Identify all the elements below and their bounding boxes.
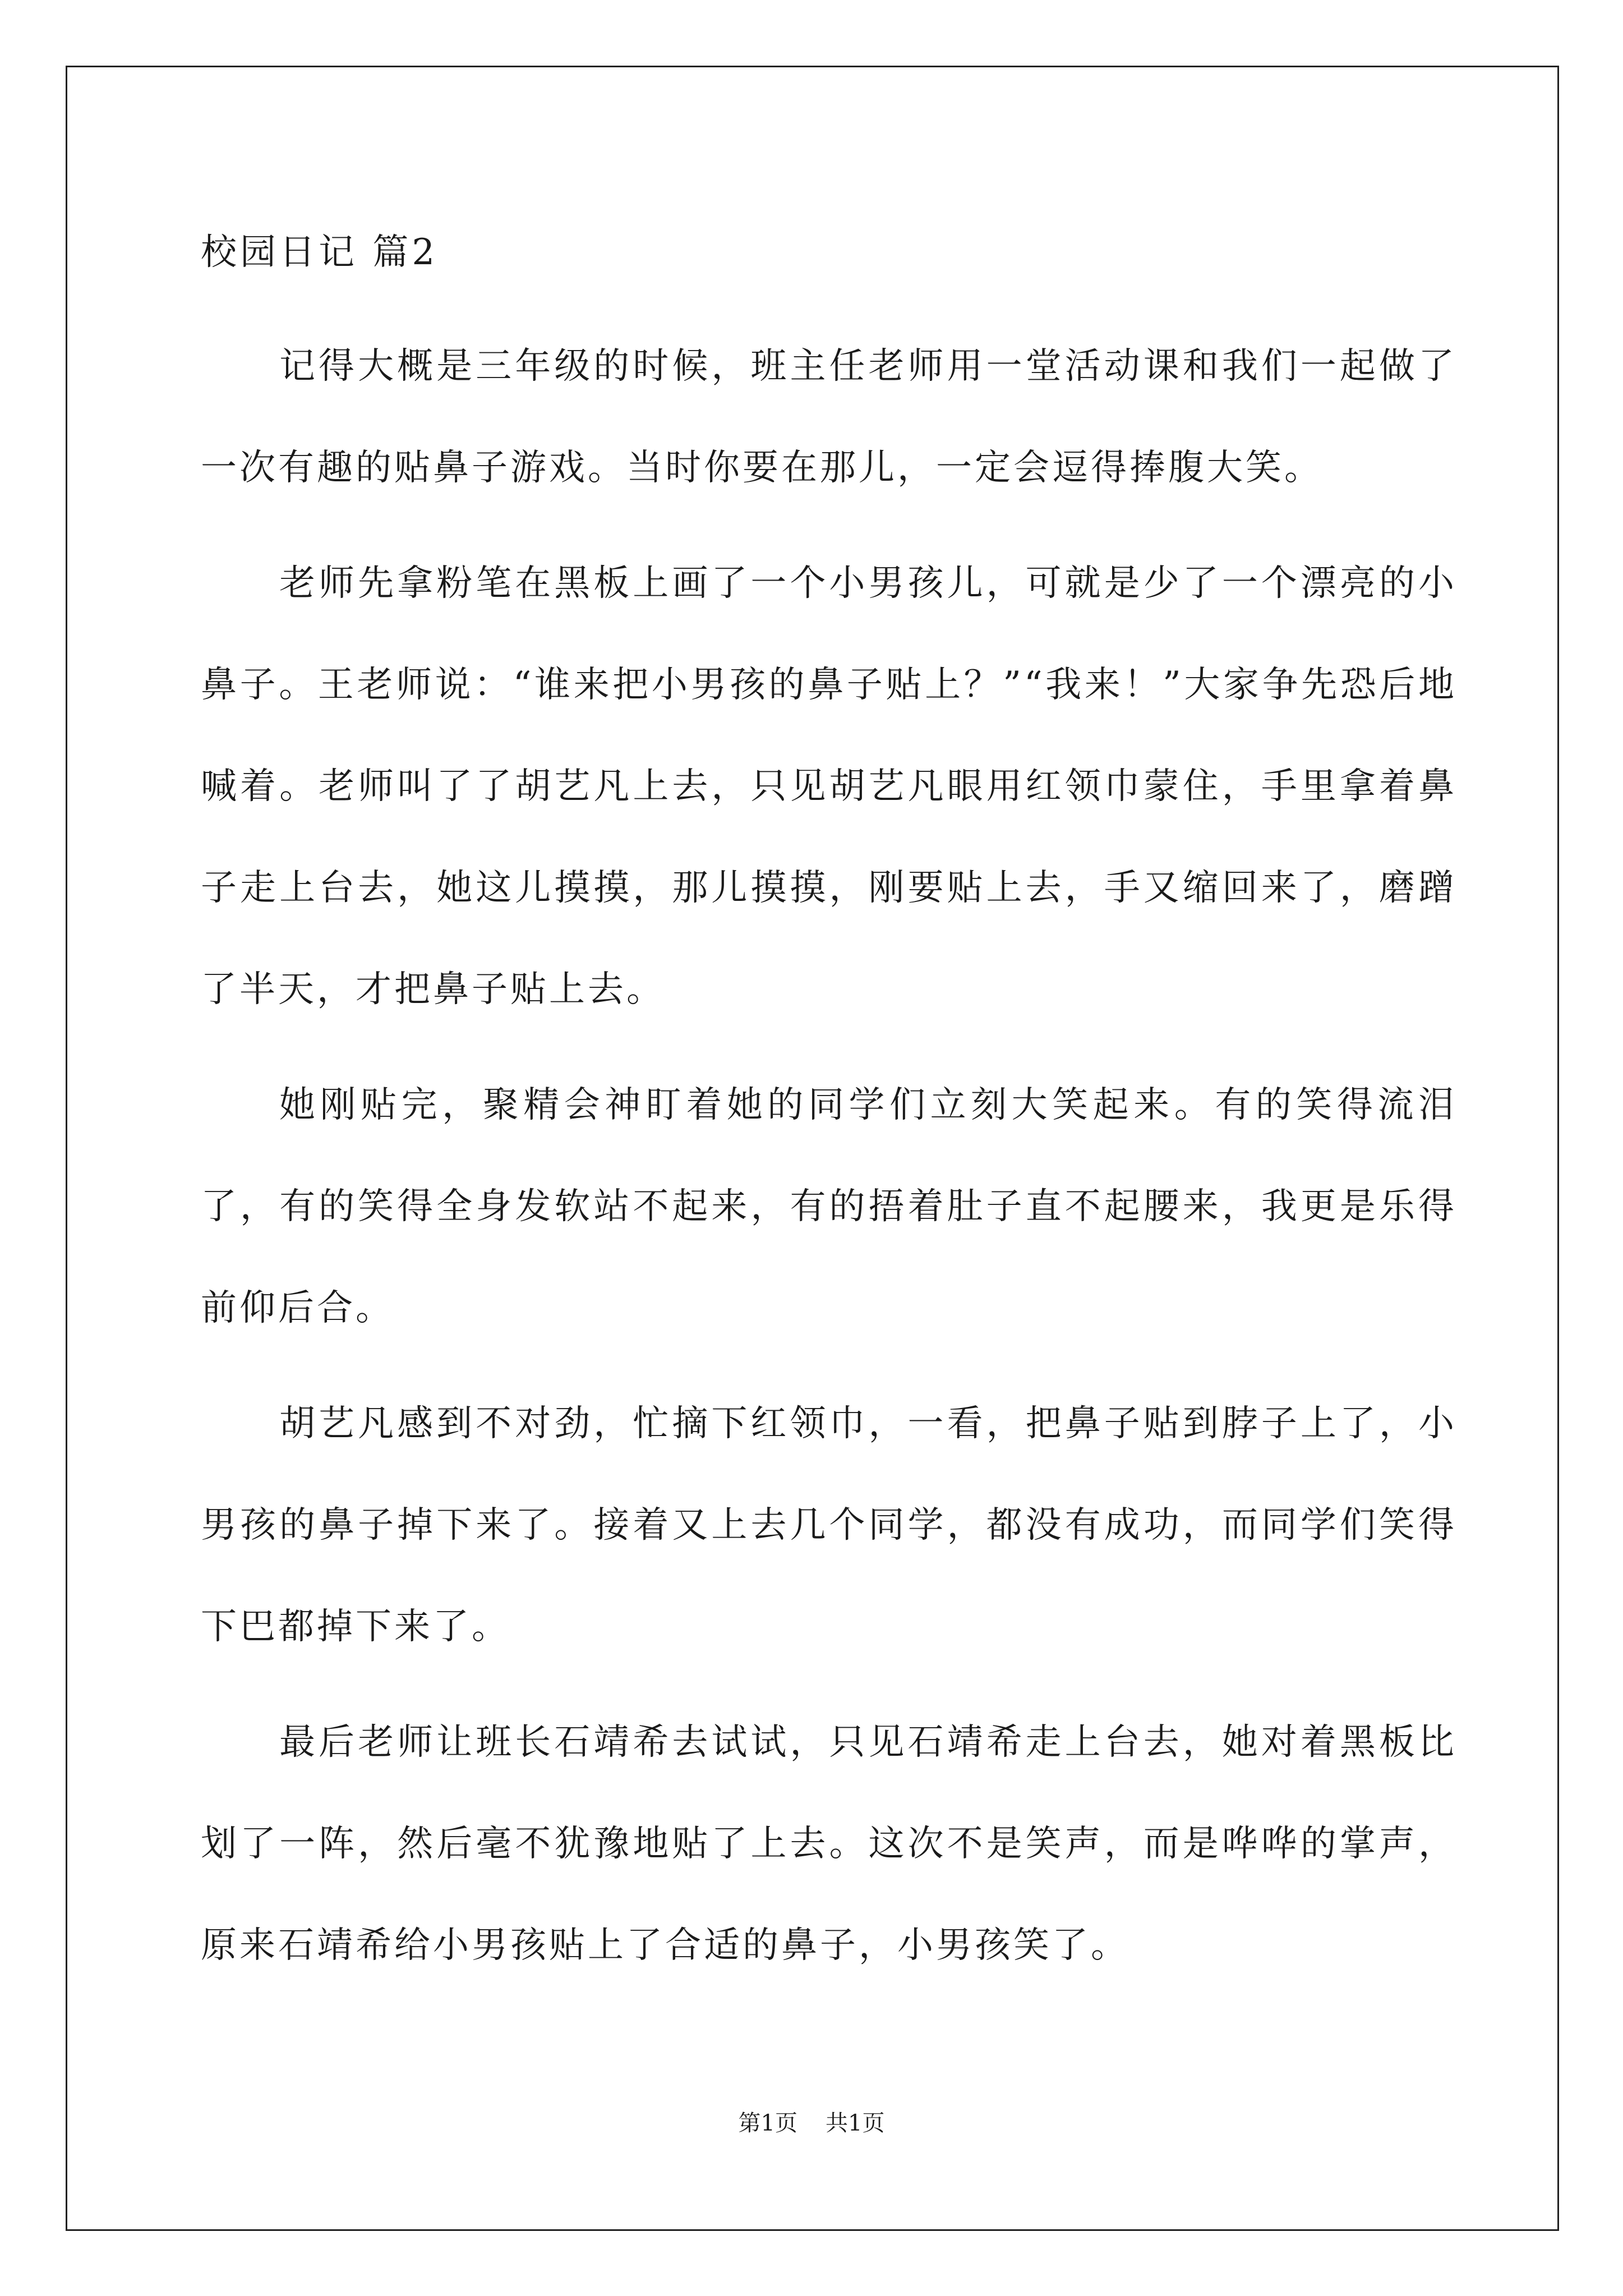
- page-footer: [0, 2106, 1623, 2140]
- page-total: 共1页: [826, 2110, 885, 2136]
- paragraph: 胡艺凡感到不对劲，忙摘下红领巾，一看，把鼻子贴到脖子上了，小男孩的鼻子掉下来了。接着又上去几个同学，都没有成功，而同学们笑得下巴都掉下来了。: [201, 1403, 1457, 1648]
- paragraph: 记得大概是三年级的时候，班主任老师用一堂活动课和我们一起做了一次有趣的贴鼻子游戏。当时你要在那儿，一定会逗得捧腹大笑。: [201, 346, 1457, 489]
- page-number: 第1页: [738, 2110, 797, 2136]
- document-title: 校园日记 篇2: [201, 232, 439, 273]
- paragraph: 最后老师让班长石靖希去试试，只见石靖希走上台去，她对着黑板比划了一阵，然后毫不犹豫地贴了上去。这次不是笑声，而是哗哗的掌声，原来石靖希给小男孩贴上了合适的鼻子，小男孩笑了。: [201, 1722, 1457, 1966]
- paragraph: 她刚贴完，聚精会神盯着她的同学们立刻大笑起来。有的笑得流泪了，有的笑得全身发软站不起来，有的捂着肚子直不起腰来，我更是乐得前仰后合。: [201, 1084, 1457, 1329]
- document-body: [201, 316, 1457, 1996]
- paragraph: 老师先拿粉笔在黑板上画了一个小男孩儿，可就是少了一个漂亮的小鼻子。王老师说：“谁来把小男孩的鼻子贴上？”“我来！”大家争先恐后地喊着。老师叫了了胡艺凡上去，只见胡艺凡眼用红领巾蒙住，手里拿着鼻子走上台去，她这儿摸摸，那儿摸摸，刚要贴上去，手又缩回来了，磨蹭了半天，才把鼻子贴上去。: [201, 563, 1457, 1010]
